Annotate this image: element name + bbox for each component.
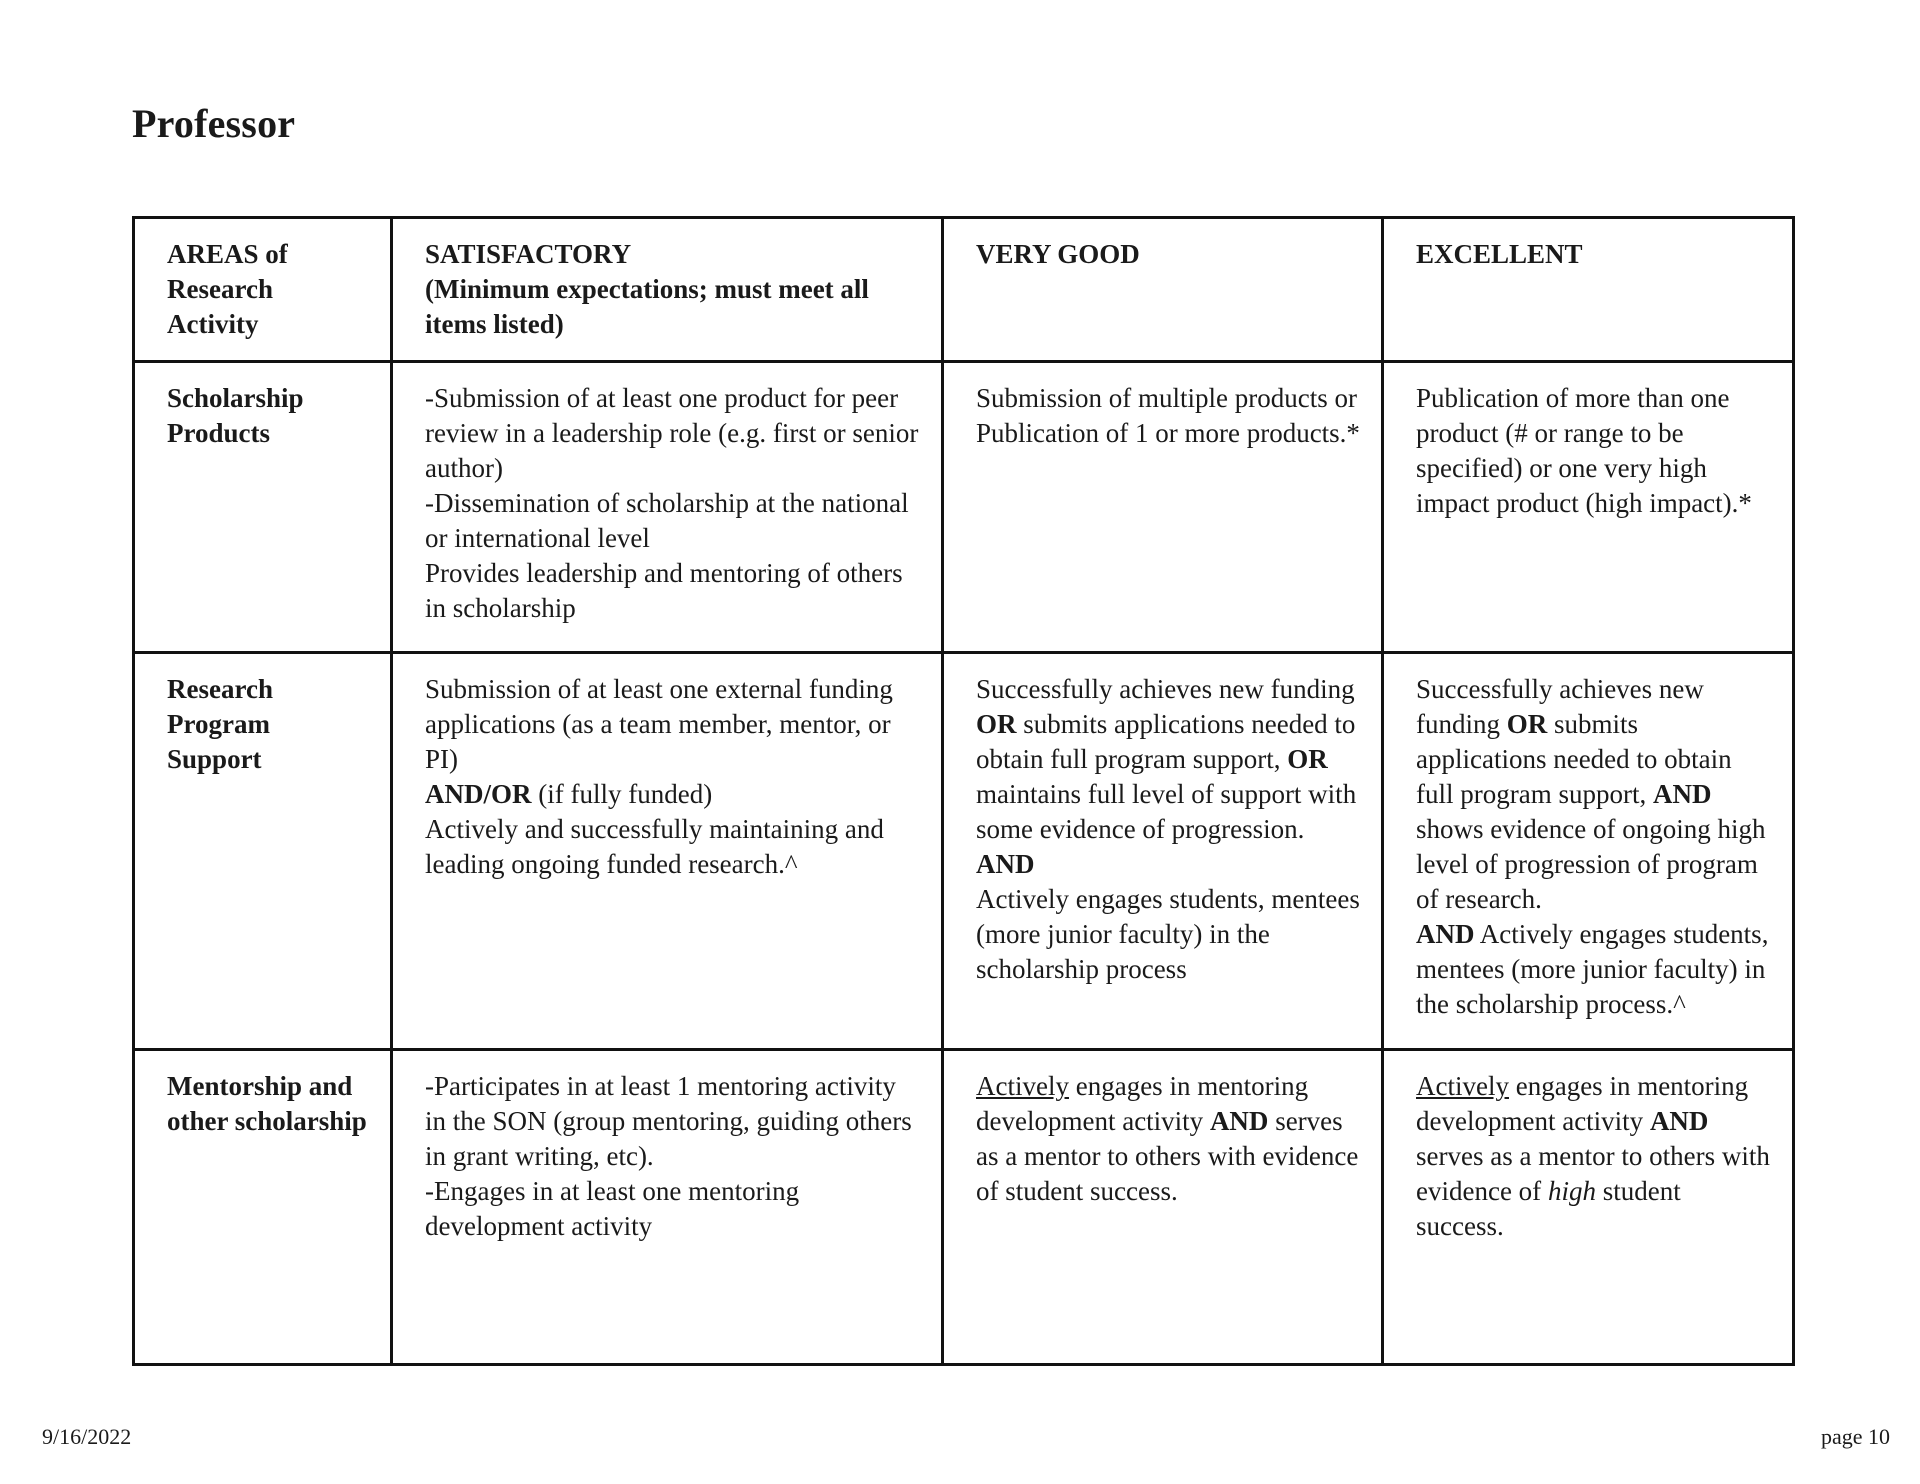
header-areas-line: Activity bbox=[167, 309, 259, 339]
rubric-table bbox=[132, 216, 1795, 1366]
criterion-text: serves as a mentor to others with evidence of student success. bbox=[976, 1106, 1359, 1206]
criterion-text: Provides leadership and mentoring of others in scholarship bbox=[425, 558, 903, 623]
emphasis-text: AND bbox=[1209, 1106, 1269, 1136]
header-satisfactory-line: SATISFACTORY bbox=[425, 239, 632, 269]
criterion-text bbox=[1416, 917, 1772, 1022]
area-label: Mentorship and bbox=[167, 1071, 353, 1101]
criterion-text: Submission of at least one external funding applications (as a team member, mentor, or PI) bbox=[425, 674, 893, 774]
very-good-cell bbox=[943, 1050, 1383, 1365]
header-satisfactory-line: items listed) bbox=[425, 309, 564, 339]
criterion-text: submits applications needed to obtain full program support, bbox=[976, 709, 1356, 774]
emphasis-text: AND/OR bbox=[425, 779, 532, 809]
criterion-text: -Submission of at least one product for peer review in a leadership role (e.g. first or senior author) bbox=[425, 383, 919, 483]
criterion-text: submits applications needed to obtain full program support, bbox=[1416, 709, 1732, 809]
emphasis-text: OR bbox=[976, 709, 1017, 739]
underlined-text: Actively bbox=[976, 1071, 1069, 1101]
excellent-cell bbox=[1383, 1050, 1794, 1365]
emphasis-text: OR bbox=[1506, 709, 1548, 739]
very-good-cell bbox=[943, 362, 1383, 653]
criterion-text: Actively engages students, mentees (more junior faculty) in the scholarship process bbox=[976, 884, 1360, 984]
criterion-text: -Participates in at least 1 mentoring activity in the SON (group mentoring, guiding others in grant writing, etc). bbox=[425, 1071, 912, 1171]
header-areas-line: AREAS of bbox=[167, 239, 288, 269]
criterion-text: maintains full level of support with some evidence of progression. bbox=[976, 779, 1357, 844]
emphasis-text: AND bbox=[976, 849, 1035, 879]
area-label: Products bbox=[167, 418, 271, 448]
criterion-text: Submission of multiple products or Publication of 1 or more products.* bbox=[976, 383, 1360, 448]
table-row bbox=[134, 362, 1794, 653]
criterion-text bbox=[976, 672, 1361, 847]
table-row bbox=[134, 1050, 1794, 1365]
header-satisfactory bbox=[392, 218, 943, 362]
area-cell bbox=[134, 1050, 392, 1365]
emphasis-text: OR bbox=[1287, 744, 1328, 774]
criterion-text: shows evidence of ongoing high level of progression of program of research. bbox=[1416, 814, 1766, 914]
header-satisfactory-line: (Minimum expectations; must meet all bbox=[425, 274, 869, 304]
criterion-text: -Engages in at least one mentoring development activity bbox=[425, 1176, 800, 1241]
area-cell bbox=[134, 362, 392, 653]
very-good-cell bbox=[943, 653, 1383, 1050]
table-row bbox=[134, 653, 1794, 1050]
satisfactory-cell bbox=[392, 362, 943, 653]
area-label: Program bbox=[167, 709, 270, 739]
area-label: Research bbox=[167, 674, 273, 704]
area-cell bbox=[134, 653, 392, 1050]
emphasis-text: AND bbox=[1416, 919, 1475, 949]
criterion-text bbox=[425, 777, 921, 812]
excellent-cell bbox=[1383, 653, 1794, 1050]
page-title: Professor bbox=[132, 101, 296, 146]
footer-date: 9/16/2022 bbox=[42, 1424, 132, 1449]
criterion-text: Successfully achieves new funding bbox=[1416, 674, 1704, 739]
satisfactory-cell bbox=[392, 653, 943, 1050]
emphasis-text: AND bbox=[1649, 1106, 1709, 1136]
area-label: Support bbox=[167, 744, 262, 774]
underlined-text: Actively bbox=[1416, 1071, 1509, 1101]
criterion-text: Actively engages students, mentees (more junior faculty) in the scholarship process.^ bbox=[1416, 919, 1769, 1019]
italic-text: high bbox=[1547, 1176, 1596, 1206]
criterion-text: -Dissemination of scholarship at the national or international level bbox=[425, 488, 909, 553]
criterion-text bbox=[1416, 672, 1772, 917]
satisfactory-cell bbox=[392, 1050, 943, 1365]
header-areas bbox=[134, 218, 392, 362]
header-very-good: VERY GOOD bbox=[943, 218, 1383, 362]
criterion-text: student success. bbox=[1416, 1176, 1681, 1241]
header-row bbox=[134, 218, 1794, 362]
area-label: other scholarship bbox=[167, 1106, 367, 1136]
excellent-cell bbox=[1383, 362, 1794, 653]
emphasis-text: AND bbox=[1652, 779, 1712, 809]
criterion-text: (if fully funded) bbox=[531, 779, 713, 809]
criterion-text: engages in mentoring development activity bbox=[976, 1071, 1309, 1136]
criterion-text: Successfully achieves new funding bbox=[976, 674, 1355, 704]
header-areas-line: Research bbox=[167, 274, 273, 304]
criterion-text: engages in mentoring development activity bbox=[1416, 1071, 1749, 1136]
area-label: Scholarship bbox=[167, 383, 304, 413]
criterion-text: Actively and successfully maintaining and leading ongoing funded research.^ bbox=[425, 814, 884, 879]
header-excellent: EXCELLENT bbox=[1383, 218, 1794, 362]
criterion-text: Publication of more than one product (# or range to be specified) or one very high impact product (high impact).* bbox=[1416, 383, 1752, 518]
criterion-text: serves as a mentor to others with evidence of bbox=[1416, 1141, 1770, 1206]
footer-page-number: page 10 bbox=[1820, 1424, 1890, 1449]
